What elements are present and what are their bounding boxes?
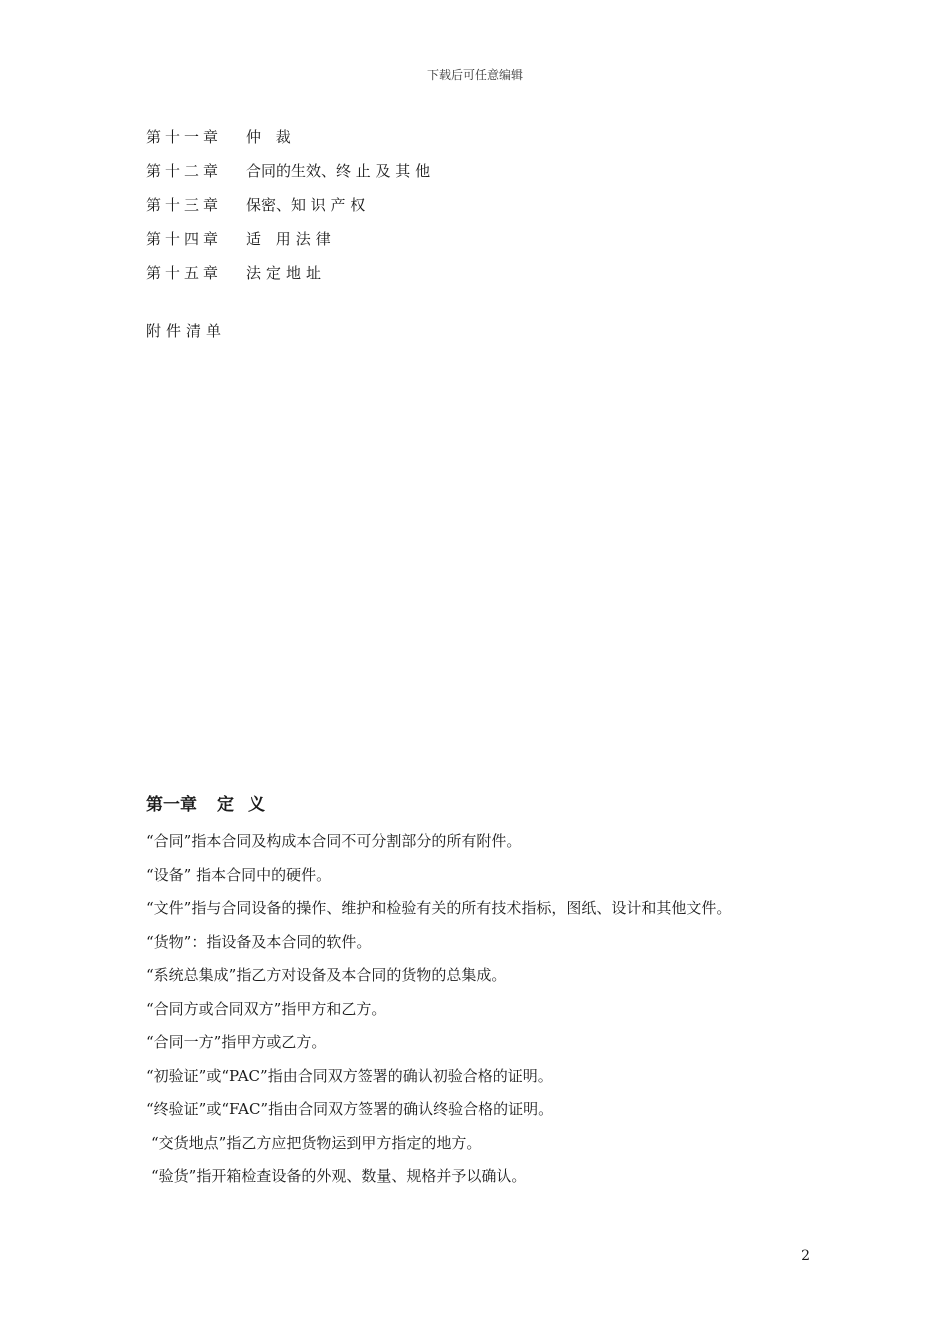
- toc-item: [146, 192, 430, 226]
- definition-item: “文件”指与合同设备的操作、维护和检验有关的所有技术指标，图纸、设计和其他文件。: [146, 899, 732, 917]
- definition-item: “货物”：指设备及本合同的软件。: [146, 932, 372, 951]
- toc-chapter-title: 保密、知 识 产 权: [246, 196, 366, 214]
- toc-chapter-number: 第十四章: [146, 230, 223, 248]
- chapter-number: 第一章: [146, 795, 197, 815]
- toc-chapter-title: 合同的生效、终 止 及 其 他: [246, 162, 431, 180]
- page-header: 下载后可任意编辑: [426, 68, 523, 82]
- definition-item: “终验证”或“FAC”指由合同双方签署的确认终验合格的证明。: [146, 1100, 554, 1118]
- toc-chapter-title: 法定地址: [246, 264, 327, 282]
- definition-item: “合同方或合同双方”指甲方和乙方。: [146, 999, 387, 1018]
- toc-chapter-number: 第十三章: [146, 196, 223, 214]
- definition-item: “初验证”或“PAC”指由合同双方签署的确认初验合格的证明。: [146, 1066, 553, 1085]
- definitions-list: [146, 828, 826, 1197]
- definition-item: “设备” 指本合同中的硬件。: [146, 865, 332, 884]
- chapter-title: 定义: [217, 795, 279, 815]
- toc-chapter-title: 适 用法律: [246, 230, 336, 248]
- toc-item: [146, 158, 430, 192]
- page-number: 2: [801, 1248, 810, 1264]
- toc-chapter-title: 仲 裁: [246, 128, 296, 146]
- definition-item: “交货地点”指乙方应把货物运到甲方指定的地方。: [151, 1133, 482, 1152]
- definition-item: “系统总集成”指乙方对设备及本合同的货物的总集成。: [146, 966, 507, 984]
- definition-item: “验货”指开箱检查设备的外观、数量、规格并予以确认。: [151, 1167, 527, 1185]
- toc-chapter-number: 第十一章: [146, 128, 223, 146]
- toc-item: [146, 260, 430, 294]
- toc-chapter-number: 第十二章: [146, 162, 223, 180]
- definition-item: “合同”指本合同及构成本合同不可分割部分的所有附件。: [146, 832, 522, 850]
- toc-chapter-number: 第十五章: [146, 264, 223, 282]
- definition-item: “合同一方”指甲方或乙方。: [146, 1033, 327, 1051]
- toc-item: [146, 124, 430, 158]
- chapter-heading: [146, 792, 279, 818]
- annex-list-heading: 附件清单: [146, 322, 227, 340]
- toc-item: [146, 226, 430, 260]
- table-of-contents: [146, 124, 430, 294]
